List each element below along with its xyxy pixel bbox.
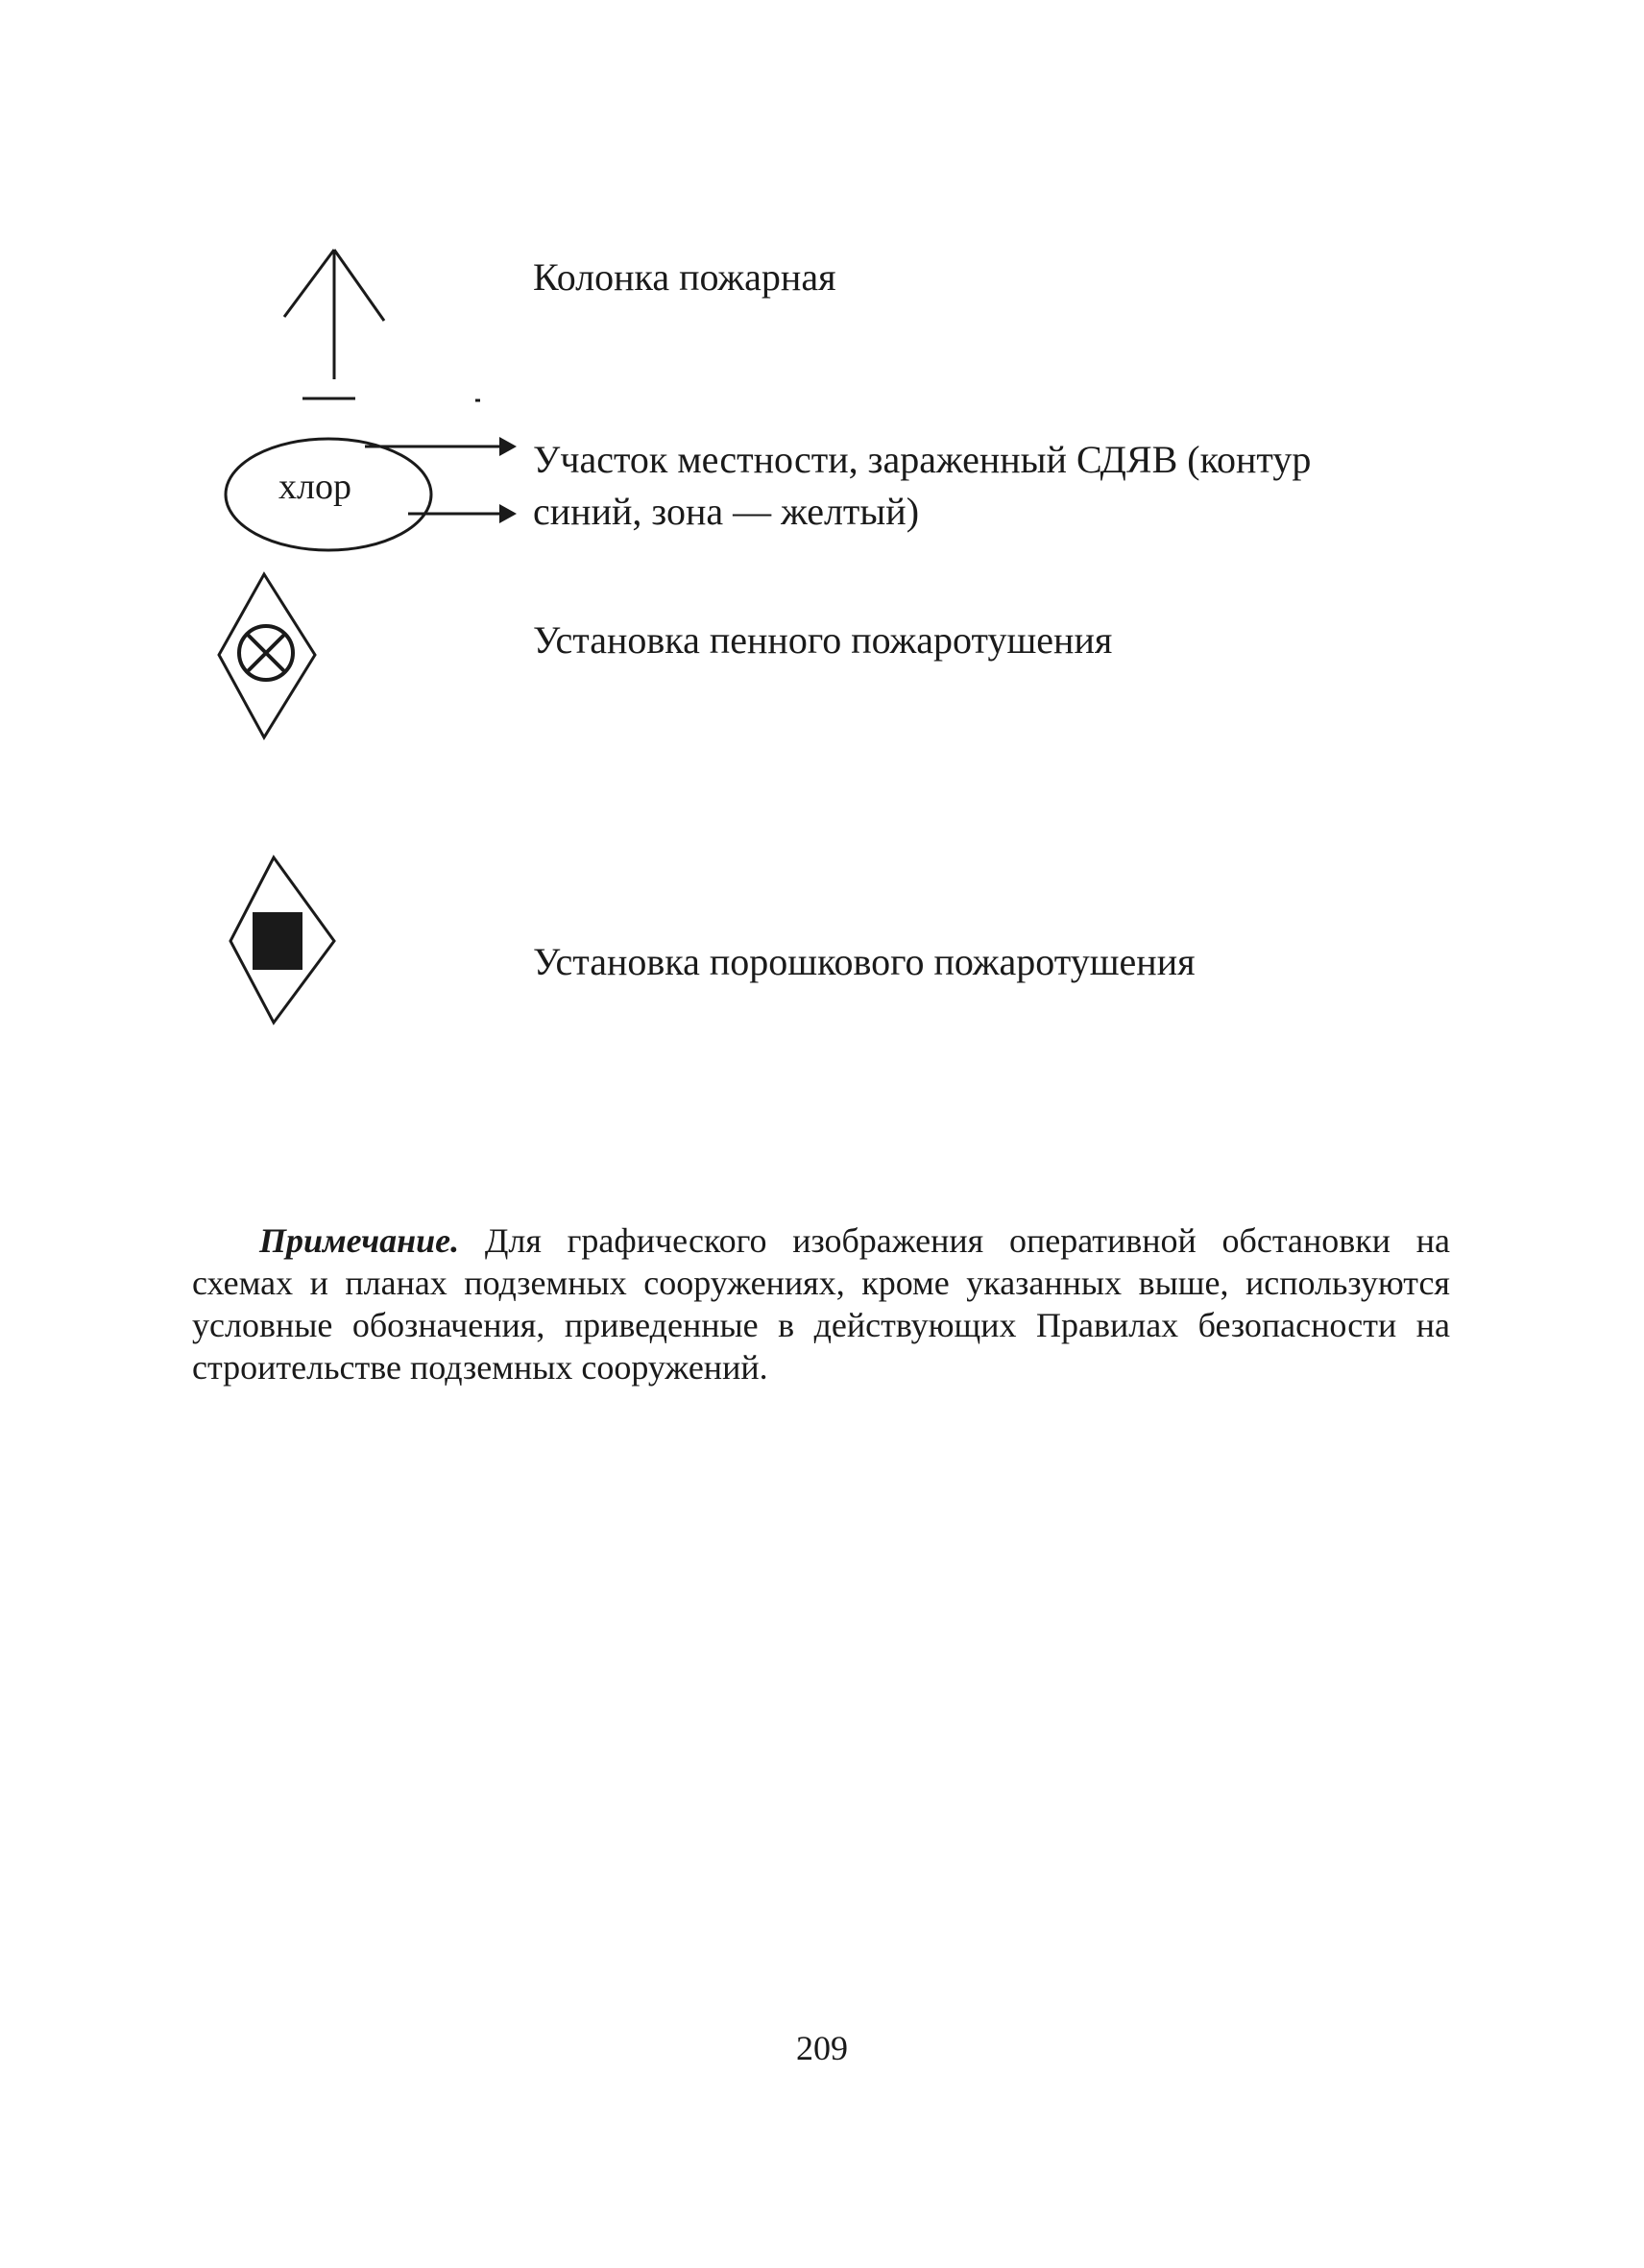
contaminated-area-inner-label: хлор bbox=[278, 467, 351, 507]
page-number: 209 bbox=[796, 2029, 848, 2067]
note-text: Для графического изображения оперативной обстановки на схемах и планах подземных сооружениях, кроме указанных выше, используются условные обозначения, приведенные в действующих Правилах безопасности на строительстве подземных сооружений. bbox=[192, 1221, 1450, 1387]
legend-label-powder-unit: Установка порошкового пожаротушения bbox=[533, 940, 1196, 983]
note-paragraph bbox=[192, 1219, 1450, 1388]
note-label: Примечание. bbox=[259, 1221, 460, 1260]
legend-label-contaminated-area-line1: Участок местности, зараженный СДЯВ (контур bbox=[533, 438, 1312, 481]
powder-extinguishing-unit-icon bbox=[221, 850, 346, 1032]
contaminated-area-icon bbox=[211, 422, 519, 567]
fire-hydrant-column-icon bbox=[259, 240, 490, 413]
legend-label-foam-unit: Установка пенного пожаротушения bbox=[533, 618, 1113, 662]
legend-label-contaminated-area bbox=[533, 434, 1311, 538]
legend-label-contaminated-area-line2: синий, зона — желтый) bbox=[533, 490, 920, 533]
legend-label-fire-hydrant: Колонка пожарная bbox=[533, 255, 836, 299]
foam-extinguishing-unit-icon bbox=[211, 567, 326, 749]
